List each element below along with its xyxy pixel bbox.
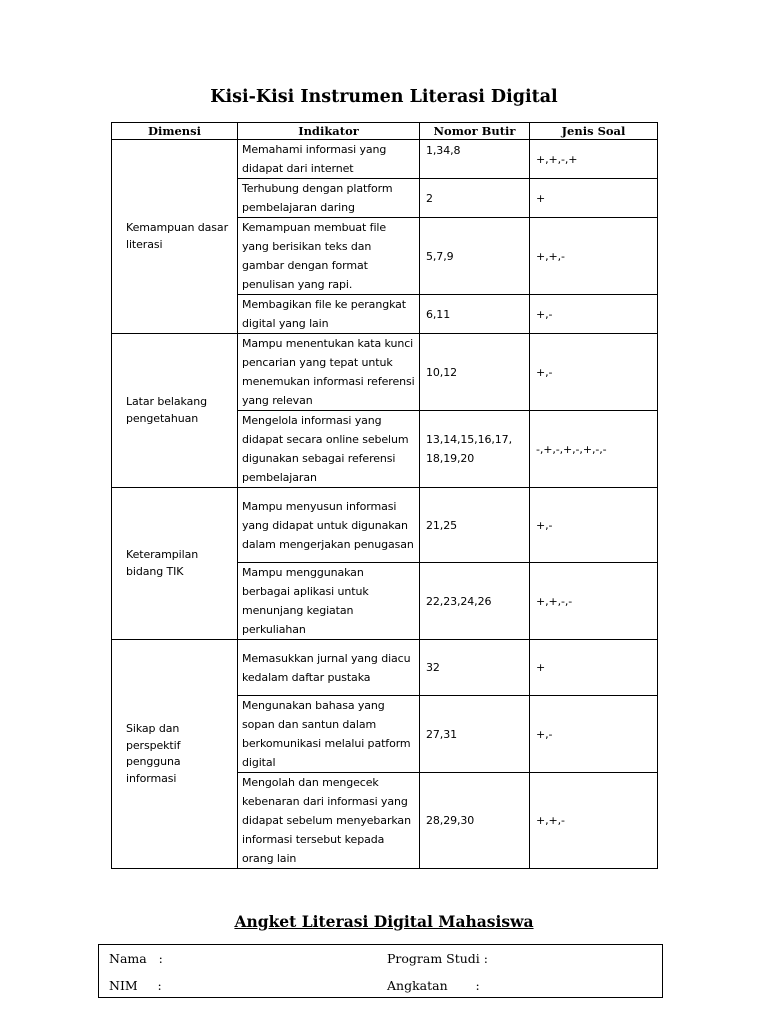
nomor-butir-cell: 10,12 bbox=[420, 334, 530, 411]
indikator-cell: Mengelola informasi yang didapat secara online sebelum digunakan sebagai referensi pembelajaran bbox=[238, 411, 420, 488]
jenis-soal-cell: -,+,-,+,-,+,-,- bbox=[530, 411, 658, 488]
jenis-soal-cell: +,+,-,+ bbox=[530, 140, 658, 179]
indikator-cell: Mengunakan bahasa yang sopan dan santun dalam berkomunikasi melalui patform digital bbox=[238, 696, 420, 773]
jenis-soal-cell: +,- bbox=[530, 696, 658, 773]
header-nomor-butir: Nomor Butir bbox=[420, 123, 530, 140]
nomor-butir-cell: 13,14,15,16,17, 18,19,20 bbox=[420, 411, 530, 488]
angkatan-label: Angkatan : bbox=[387, 978, 480, 993]
dimensi-cell: Sikap dan perspektif pengguna informasi bbox=[112, 640, 238, 869]
header-jenis-soal: Jenis Soal bbox=[530, 123, 658, 140]
jenis-soal-cell: +,- bbox=[530, 334, 658, 411]
dimensi-cell: Keterampilan bidang TIK bbox=[112, 488, 238, 640]
header-indikator: Indikator bbox=[238, 123, 420, 140]
table-row bbox=[112, 140, 658, 179]
indikator-cell: Mengolah dan mengecek kebenaran dari informasi yang didapat sebelum menyebarkan informasi tersebut kepada orang lain bbox=[238, 773, 420, 869]
dimensi-cell: Latar belakang pengetahuan bbox=[112, 334, 238, 488]
angket-title: Angket Literasi Digital Mahasiswa bbox=[234, 912, 534, 931]
program-studi-label: Program Studi : bbox=[387, 951, 488, 966]
nomor-butir-cell: 1,34,8 bbox=[420, 140, 530, 179]
nomor-butir-cell: 32 bbox=[420, 640, 530, 696]
jenis-soal-cell: +,+,- bbox=[530, 218, 658, 295]
nomor-butir-cell: 2 bbox=[420, 179, 530, 218]
indikator-cell: Kemampuan membuat file yang berisikan teks dan gambar dengan format penulisan yang rapi. bbox=[238, 218, 420, 295]
nim-label: NIM : bbox=[109, 978, 162, 993]
table-header-row bbox=[112, 123, 658, 140]
jenis-soal-cell: + bbox=[530, 640, 658, 696]
indikator-cell: Mampu menggunakan berbagai aplikasi untuk menunjang kegiatan perkuliahan bbox=[238, 563, 420, 640]
header-dimensi: Dimensi bbox=[112, 123, 238, 140]
indikator-cell: Terhubung dengan platform pembelajaran daring bbox=[238, 179, 420, 218]
nomor-butir-cell: 6,11 bbox=[420, 295, 530, 334]
jenis-soal-cell: + bbox=[530, 179, 658, 218]
student-info-box bbox=[98, 944, 663, 998]
table-row bbox=[112, 640, 658, 696]
indikator-cell: Mampu menentukan kata kunci pencarian yang tepat untuk menemukan informasi referensi yang relevan bbox=[238, 334, 420, 411]
indikator-cell: Memahami informasi yang didapat dari internet bbox=[238, 140, 420, 179]
indikator-cell: Mampu menyusun informasi yang didapat untuk digunakan dalam mengerjakan penugasan bbox=[238, 488, 420, 563]
nomor-butir-cell: 21,25 bbox=[420, 488, 530, 563]
kisi-kisi-table bbox=[111, 122, 658, 869]
document-title: Kisi-Kisi Instrumen Literasi Digital bbox=[210, 87, 558, 107]
dimensi-cell: Kemampuan dasar literasi bbox=[112, 140, 238, 334]
nomor-butir-cell: 22,23,24,26 bbox=[420, 563, 530, 640]
jenis-soal-cell: +,- bbox=[530, 488, 658, 563]
table-row bbox=[112, 488, 658, 563]
table-row bbox=[112, 334, 658, 411]
nama-label: Nama : bbox=[109, 951, 163, 966]
nomor-butir-cell: 28,29,30 bbox=[420, 773, 530, 869]
jenis-soal-cell: +,+,-,- bbox=[530, 563, 658, 640]
nomor-butir-cell: 5,7,9 bbox=[420, 218, 530, 295]
jenis-soal-cell: +,+,- bbox=[530, 773, 658, 869]
jenis-soal-cell: +,- bbox=[530, 295, 658, 334]
indikator-cell: Memasukkan jurnal yang diacu kedalam daftar pustaka bbox=[238, 640, 420, 696]
indikator-cell: Membagikan file ke perangkat digital yang lain bbox=[238, 295, 420, 334]
nomor-butir-cell: 27,31 bbox=[420, 696, 530, 773]
